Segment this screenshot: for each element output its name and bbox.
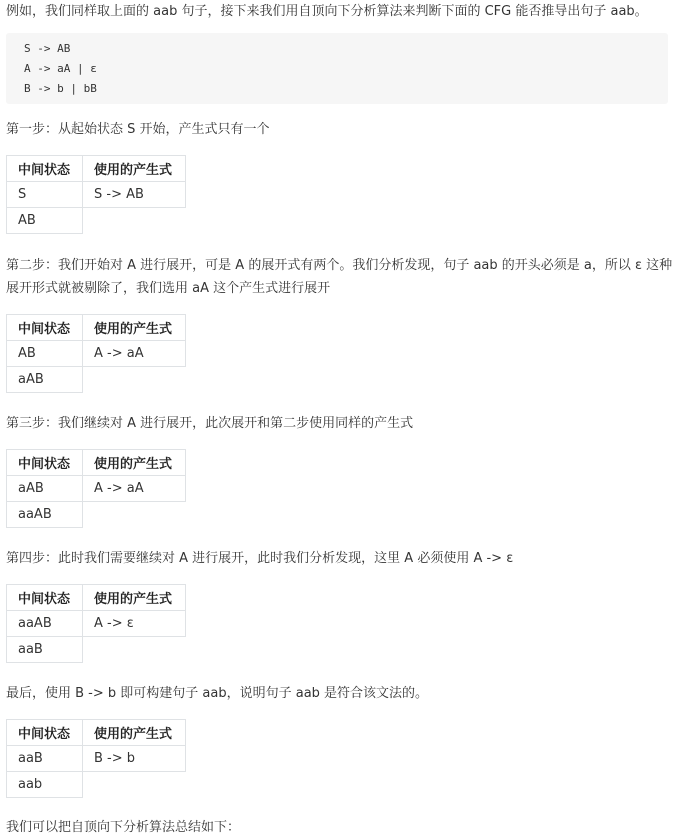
header-production: 使用的产生式 bbox=[83, 720, 186, 746]
final-step-text: 最后，使用 B -> b 即可构建句子 aab，说明句子 aab 是符合该文法的。 bbox=[6, 686, 429, 701]
state-cell: S bbox=[7, 182, 83, 208]
final-step-table bbox=[6, 719, 186, 798]
state-cell: aaAB bbox=[7, 502, 83, 528]
step-3-text: 第三步：我们继续对 A 进行展开，此次展开和第二步使用同样的产生式 bbox=[6, 416, 414, 431]
header-state: 中间状态 bbox=[7, 720, 83, 746]
grammar-code-block bbox=[6, 33, 668, 104]
production-cell bbox=[83, 208, 186, 234]
production-cell: B -> b bbox=[83, 746, 186, 772]
state-cell: aAB bbox=[7, 476, 83, 502]
grammar-rule: B -> b | bB bbox=[24, 82, 97, 95]
state-cell: AB bbox=[7, 341, 83, 367]
grammar-rule: S -> AB bbox=[24, 42, 71, 55]
production-cell bbox=[83, 367, 186, 393]
production-cell bbox=[83, 772, 186, 798]
state-cell: aab bbox=[7, 772, 83, 798]
header-state: 中间状态 bbox=[7, 156, 83, 182]
header-state: 中间状态 bbox=[7, 585, 83, 611]
header-production: 使用的产生式 bbox=[83, 315, 186, 341]
step-1-text: 第一步：从起始状态 S 开始，产生式只有一个 bbox=[6, 122, 270, 137]
header-production: 使用的产生式 bbox=[83, 585, 186, 611]
header-state: 中间状态 bbox=[7, 450, 83, 476]
production-cell: A -> ε bbox=[83, 611, 186, 637]
intro-paragraph: 例如，我们同样取上面的 aab 句子，接下来我们用自顶向下分析算法来判断下面的 CFG 能否推导出句子 aab。 bbox=[6, 4, 648, 19]
step-4-table bbox=[6, 584, 186, 663]
step-2-text: 第二步：我们开始对 A 进行展开，可是 A 的展开式有两个。我们分析发现，句子 aab 的开头必须是 a，所以 ε 这种展开形式就被剔除了，我们选用 aA 这个产生式进行展开 bbox=[6, 258, 673, 296]
step-4-text: 第四步：此时我们需要继续对 A 进行展开，此时我们分析发现，这里 A 必须使用 A -> ε bbox=[6, 551, 514, 566]
production-cell: A -> aA bbox=[83, 341, 186, 367]
production-cell bbox=[83, 637, 186, 663]
outro-paragraph: 我们可以把自顶向下分析算法总结如下： bbox=[6, 820, 241, 835]
state-cell: aaB bbox=[7, 637, 83, 663]
production-cell bbox=[83, 502, 186, 528]
header-production: 使用的产生式 bbox=[83, 450, 186, 476]
state-cell: aaAB bbox=[7, 611, 83, 637]
production-cell: S -> AB bbox=[83, 182, 186, 208]
step-3-table bbox=[6, 449, 186, 528]
header-state: 中间状态 bbox=[7, 315, 83, 341]
state-cell: aAB bbox=[7, 367, 83, 393]
state-cell: AB bbox=[7, 208, 83, 234]
production-cell: A -> aA bbox=[83, 476, 186, 502]
header-production: 使用的产生式 bbox=[83, 156, 186, 182]
step-1-table bbox=[6, 155, 186, 234]
step-2-table bbox=[6, 314, 186, 393]
grammar-rule: A -> aA | ε bbox=[24, 62, 97, 75]
state-cell: aaB bbox=[7, 746, 83, 772]
